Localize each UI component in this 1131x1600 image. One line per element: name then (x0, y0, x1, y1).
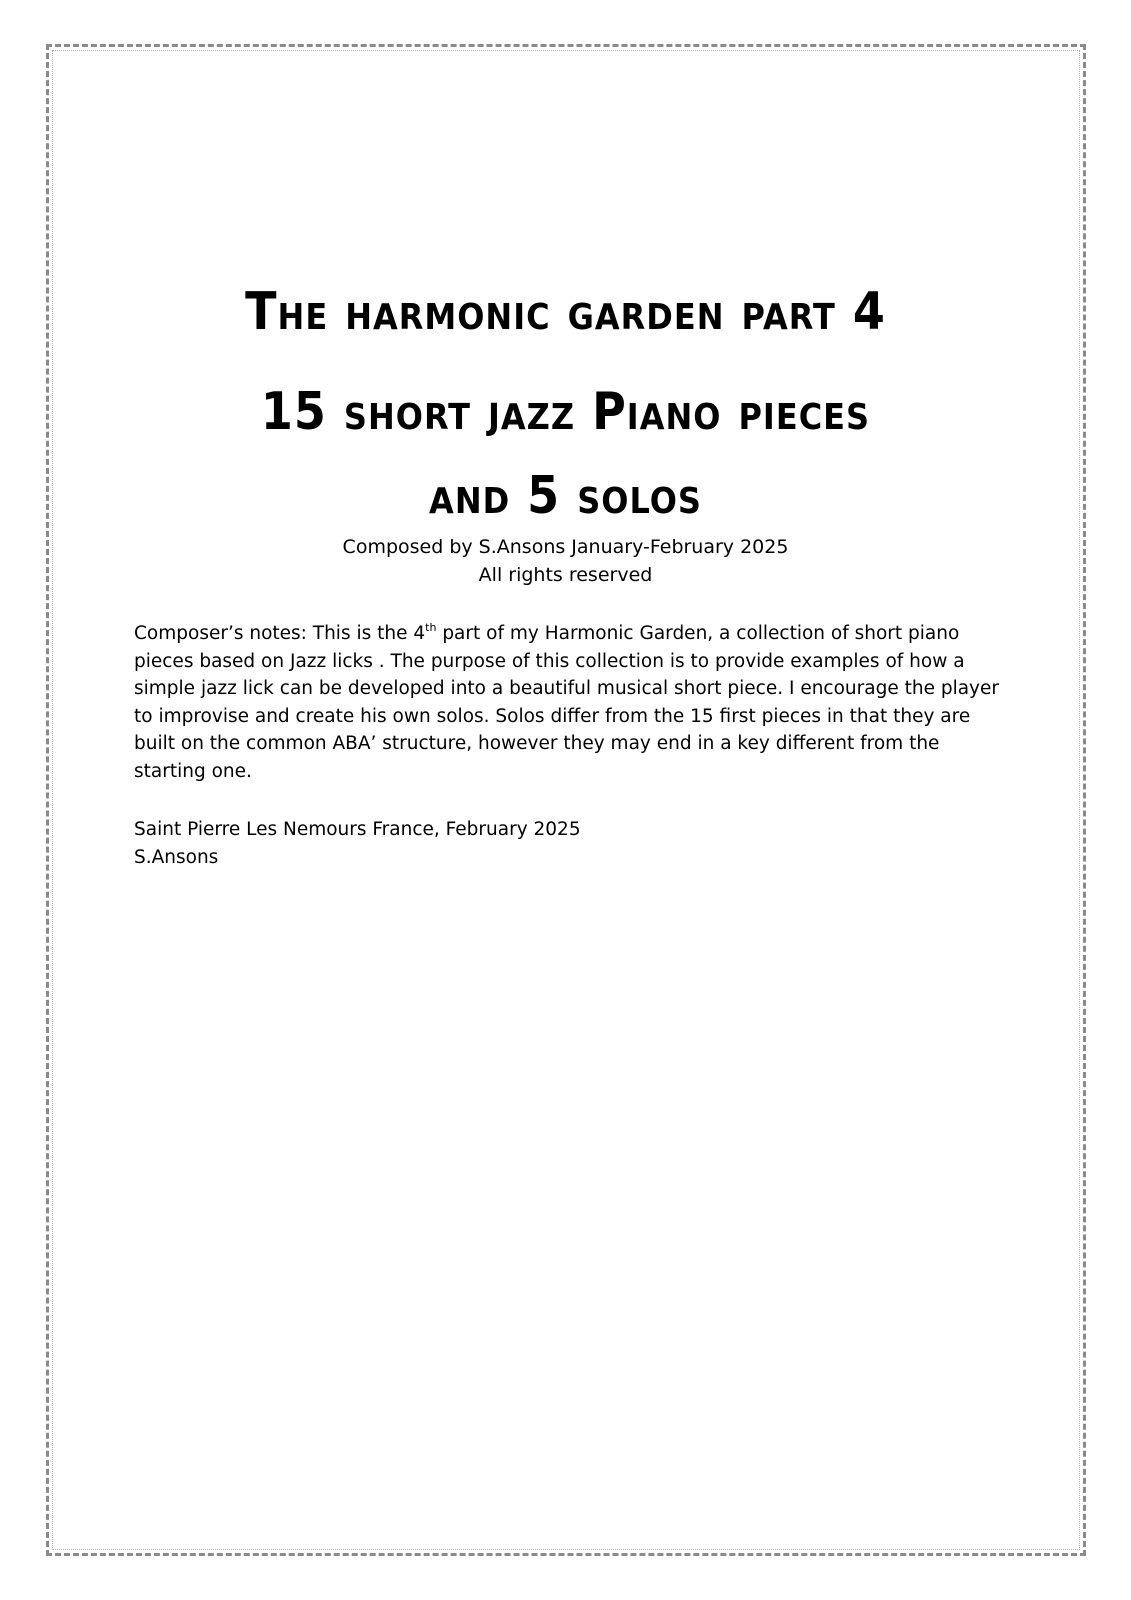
composed-by-line: Composed by S.Ansons January-February 2025 (342, 536, 789, 558)
title-line-3: and 5 solos (429, 464, 702, 526)
author-name: S.Ansons (134, 847, 219, 868)
notes-superscript: th (425, 621, 437, 634)
notes-text-start: Composer’s notes: This is the 4 (134, 623, 426, 644)
decorative-page-border (46, 44, 1086, 1556)
title-line-2: 15 short jazz Piano pieces (260, 380, 871, 442)
title-line-1: The harmonic garden part 4 (245, 280, 886, 342)
signature-block (134, 816, 581, 872)
rights-line: All rights reserved (478, 564, 653, 586)
place-date: Saint Pierre Les Nemours France, February 2025 (134, 819, 581, 840)
composer-notes (134, 620, 1004, 785)
notes-text-rest: part of my Harmonic Garden, a collection of short piano pieces based on Jazz licks . The purpose of this collection is to provide examples of how a simple jazz lick can be developed into a beautiful musical short piece. I encourage the player to improvise and create his own solos. Solos differ from the 15 first pieces in that they are built on the common ABA’ structure, however they may end in a key different from the starting one. (134, 623, 999, 782)
